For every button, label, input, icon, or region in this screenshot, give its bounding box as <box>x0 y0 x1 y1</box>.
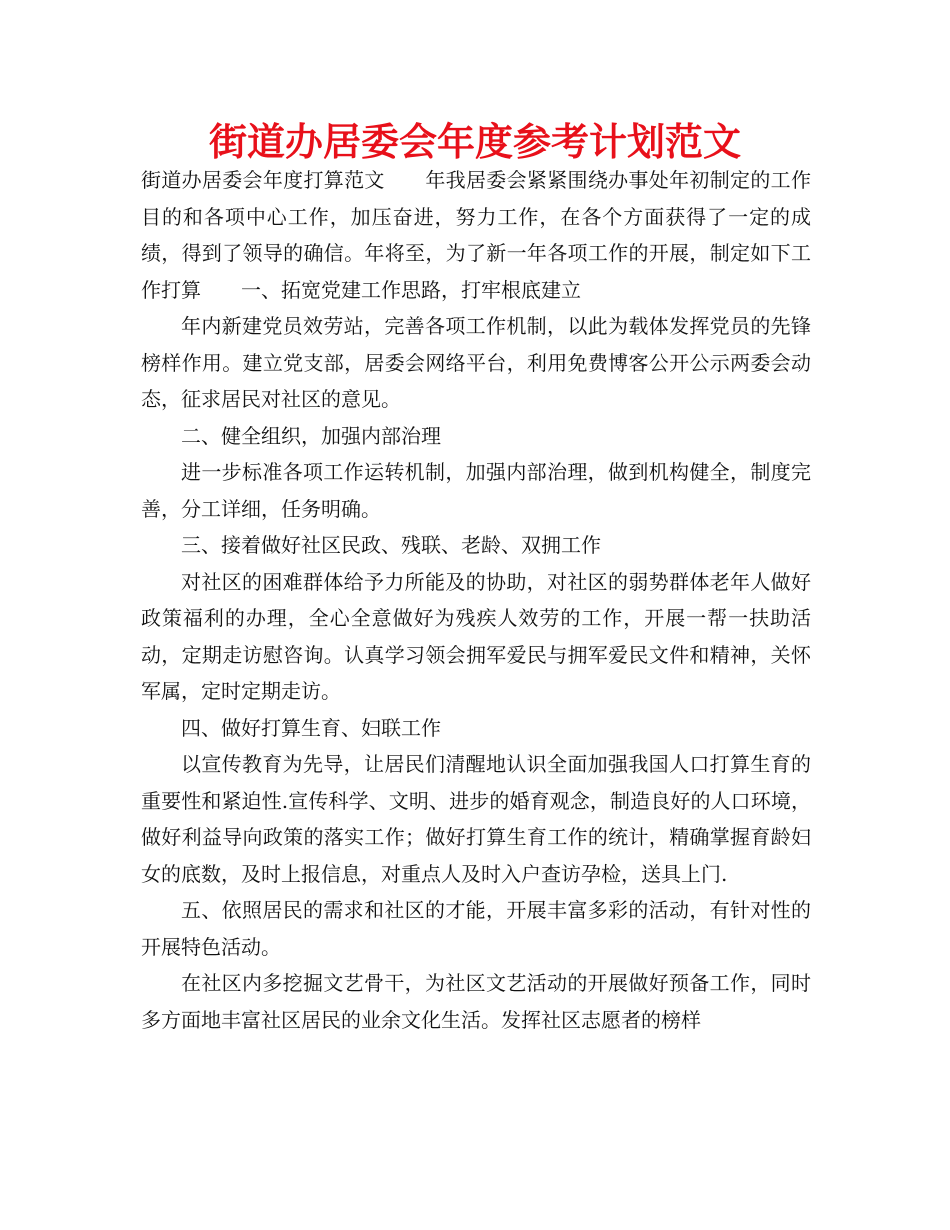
body-paragraph: 四、做好打算生育、妇联工作 <box>181 715 441 740</box>
body-paragraph: 对社区的困难群体给予力所能及的协助，对社区的弱势群体老年人做好政策福利的办理，全心全意做好为残疾人效劳的工作，开展一帮一扶助活动，定期走访慰咨询。认真学习领会拥军爱民与拥军爱民文件和精神，关怀军属，定时定期走访。 <box>141 569 811 703</box>
body-paragraph: 以宣传教育为先导，让居民们清醒地认识全面加强我国人口打算生育的重要性和紧迫性.宣传科学、文明、进步的婚育观念，制造良好的人口环境，做好利益导向政策的落实工作；做好打算生育工作的统计，精确掌握育龄妇女的底数，及时上报信息，对重点人及时入户查访孕检，送具上门. <box>141 752 811 886</box>
body-paragraph: 三、接着做好社区民政、残联、老龄、双拥工作 <box>181 533 601 557</box>
body-paragraph: 五、依照居民的需求和社区的才能，开展丰富多彩的活动，有针对性的开展特色活动。 <box>141 898 811 959</box>
body-paragraph: 年内新建党员效劳站，完善各项工作机制，以此为载体发挥党员的先锋榜样作用。建立党支部，居委会网络平台，利用免费博客公开公示两委会动态，征求居民对社区的意见。 <box>141 314 811 411</box>
body-paragraph: 二、健全组织，加强内部治理 <box>181 423 441 448</box>
body-paragraph: 进一步标准各项工作运转机制，加强内部治理，做到机构健全，制度完善，分工详细，任务明确。 <box>141 460 811 521</box>
document-title: 街道办居委会年度参考计划范文 <box>208 120 741 164</box>
body-paragraph: 街道办居委会年度打算范文 年我居委会紧紧围绕办事处年初制定的工作目的和各项中心工作，加压奋进，努力工作，在各个方面获得了一定的成绩，得到了领导的确信。年将至，为了新一年各项工作的开展，制定如下工作打算 一、拓宽党建工作思路，打牢根底建立 <box>141 168 811 302</box>
body-paragraph: 在社区内多挖掘文艺骨干，为社区文艺活动的开展做好预备工作，同时多方面地丰富社区居民的业余文化生活。发挥社区志愿者的榜样 <box>141 971 811 1032</box>
document-body <box>141 162 811 1038</box>
